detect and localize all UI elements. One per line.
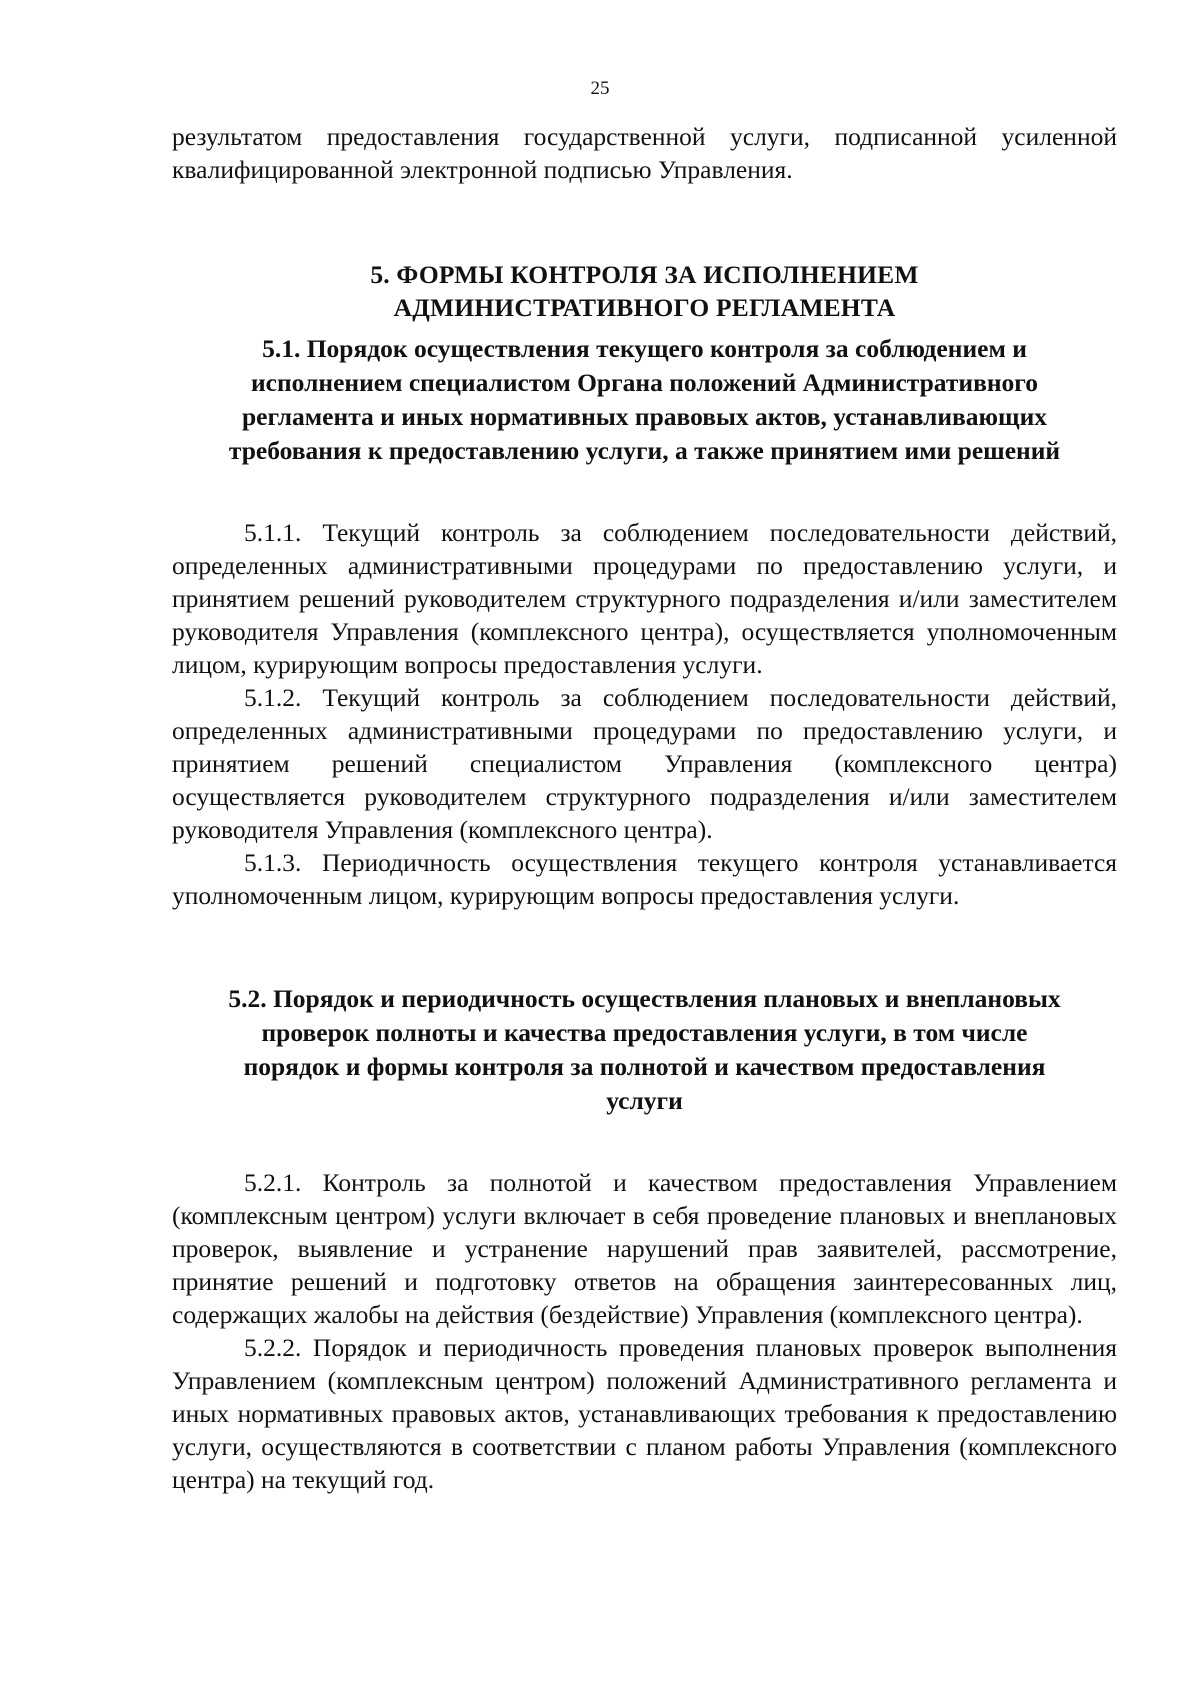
- heading-line: регламента и иных нормативных правовых актов, устанавливающих: [241, 402, 1048, 431]
- document-body: [172, 120, 1117, 1496]
- paragraph-5-1-1: 5.1.1. Текущий контроль за соблюдением последовательности действий, определенных административными процедурами по предоставлению услуги, и принятием решений руководителем структурного подразделения и/или заместителем руководителя Управления (комплексного центра), осуществляется уполномоченным лицом, курирующим вопросы предоставления услуги.: [172, 518, 1117, 679]
- page-number: 25: [590, 78, 610, 99]
- heading-line: проверок полноты и качества предоставления услуги, в том числе: [261, 1018, 1028, 1047]
- subsection-5-1-heading: [172, 332, 1117, 468]
- heading-line: 5.1. Порядок осуществления текущего контроля за соблюдением и: [262, 334, 1027, 363]
- heading-line: услуги: [606, 1086, 683, 1115]
- heading-line: 5.2. Порядок и периодичность осуществления плановых и внеплановых: [228, 984, 1061, 1013]
- heading-line: исполнением специалистом Органа положений Административного: [250, 368, 1038, 397]
- subsection-5-2-heading: [172, 982, 1117, 1118]
- paragraph-5-2-2: 5.2.2. Порядок и периодичность проведения плановых проверок выполнения Управлением (комплексным центром) положений Административного регламента и иных нормативных правовых актов, устанавливающих требования к предоставлению услуги, осуществляются в соответствии с планом работы Управления (комплексного центра) на текущий год.: [172, 1333, 1117, 1494]
- paragraph-5-1-3: 5.1.3. Периодичность осуществления текущего контроля устанавливается уполномоченным лицом, курирующим вопросы предоставления услуги.: [172, 848, 1117, 910]
- heading-line: порядок и формы контроля за полнотой и качеством предоставления: [243, 1052, 1046, 1081]
- paragraph-5-2-1: 5.2.1. Контроль за полнотой и качеством предоставления Управлением (комплексным центром) услуги включает в себя проведение плановых и внеплановых проверок, выявление и устранение нарушений прав заявителей, рассмотрение, принятие решений и подготовку ответов на обращения заинтересованных лиц, содержащих жалобы на действия (бездействие) Управления (комплексного центра).: [172, 1168, 1117, 1329]
- section-5-title: [172, 258, 1117, 324]
- intro-paragraph: результатом предоставления государственной услуги, подписанной усиленной квалифицированной электронной подписью Управления.: [172, 122, 1117, 184]
- section-5-title-line-2: АДМИНИСТРАТИВНОГО РЕГЛАМЕНТА: [393, 293, 896, 322]
- section-5-title-line-1: 5. ФОРМЫ КОНТРОЛЯ ЗА ИСПОЛНЕНИЕМ: [370, 260, 919, 289]
- paragraph-5-1-2: 5.1.2. Текущий контроль за соблюдением последовательности действий, определенных административными процедурами по предоставлению услуги, и принятием решений специалистом Управления (комплексного центра) осуществляется руководителем структурного подразделения и/или заместителем руководителя Управления (комплексного центра).: [172, 683, 1117, 844]
- heading-line: требования к предоставлению услуги, а также принятием ими решений: [228, 436, 1061, 465]
